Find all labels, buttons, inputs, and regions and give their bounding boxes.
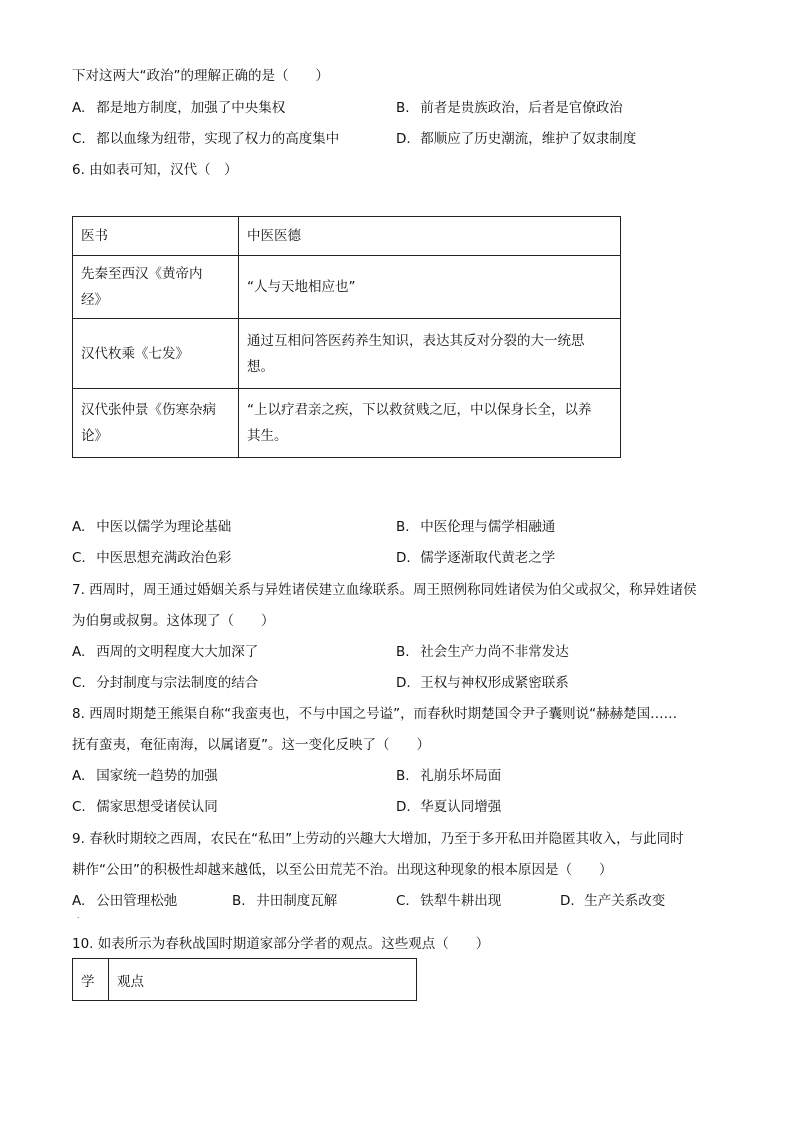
q5-option-c[interactable] [72, 129, 339, 149]
cell-line: “上以疗君亲之疾，下以救贫贱之厄，中以保身长全，以养 [247, 402, 592, 418]
q5-stem: 下对这两大“政治”的理解正确的是（ ） [72, 68, 329, 84]
cell-line: 经》 [81, 292, 108, 308]
table-row [73, 389, 621, 458]
table-header-row [73, 959, 417, 1001]
option-letter: C. [72, 799, 86, 815]
option-text: 都顺应了历史潮流，维护了奴隶制度 [420, 131, 637, 147]
table-header-cell: 学 [73, 959, 109, 1001]
option-letter: A. [72, 519, 86, 535]
option-text: 前者是贵族政治，后者是官僚政治 [420, 100, 623, 116]
option-text: 中医思想充满政治色彩 [96, 550, 232, 566]
cell-line: 汉代枚乘《七发》 [81, 345, 189, 362]
cell-line: 先秦至西汉《黄帝内 [81, 266, 203, 282]
table-header-cell: 医书 [73, 217, 239, 256]
option-text: 儒学逐渐取代黄老之学 [420, 550, 556, 566]
option-letter: A. [72, 893, 86, 909]
option-letter: B. [396, 100, 410, 116]
q6-table [72, 216, 621, 458]
q6-option-a[interactable] [72, 517, 231, 537]
q7-option-d[interactable] [396, 673, 569, 693]
option-text: 公田管理松弛 [96, 893, 178, 909]
table-header-cell: 观点 [109, 959, 417, 1001]
table-cell-text [239, 389, 621, 458]
option-letter: B. [396, 644, 410, 660]
option-text: 西周的文明程度大大加深了 [96, 644, 259, 660]
q9-option-d[interactable] [560, 891, 665, 911]
option-letter: B. [396, 768, 410, 784]
option-letter: D. [560, 893, 575, 909]
cell-line: 汉代张仲景《伤寒杂病 [81, 402, 216, 418]
option-text: 王权与神权形成紧密联系 [420, 675, 569, 691]
stray-dot-mark: . [77, 911, 80, 920]
option-text: 生产关系改变 [584, 893, 666, 909]
q8-stem-line-1: 8. 西周时期楚王熊渠自称“我蛮夷也，不与中国之号谥”，而春秋时期楚国令尹子囊则说“赫赫楚国…… [72, 706, 678, 722]
q8-option-c[interactable] [72, 797, 218, 817]
q5-option-d[interactable] [396, 129, 636, 149]
q8-option-a[interactable] [72, 766, 218, 786]
table-row [73, 256, 621, 319]
table-cell-text [239, 256, 621, 319]
q9-option-b[interactable] [232, 891, 337, 911]
option-letter: C. [72, 675, 86, 691]
q6-stem: 6. 由如表可知，汉代（ ） [72, 162, 238, 178]
option-letter: C. [396, 893, 410, 909]
cell-line: 其生。 [247, 428, 288, 444]
option-text: 铁犁牛耕出现 [420, 893, 502, 909]
q8-option-d[interactable] [396, 797, 501, 817]
q6-option-b[interactable] [396, 517, 555, 537]
q7-stem-line-2: 为伯舅或叔舅。这体现了（ ） [72, 613, 275, 629]
option-letter: D. [396, 675, 411, 691]
cell-line: 想。 [247, 358, 274, 375]
q9-stem-line-1: 9. 春秋时期较之西周，农民在“私田”上劳动的兴趣大大增加，乃至于多开私田并隐匿其收入，与此同时 [72, 831, 684, 847]
table-header-cell: 中医医德 [239, 217, 621, 256]
table-cell-text [239, 319, 621, 389]
q6-option-c[interactable] [72, 548, 231, 568]
q9-option-c[interactable] [396, 891, 501, 911]
option-text: 礼崩乐坏局面 [420, 768, 502, 784]
option-text: 社会生产力尚不非常发达 [420, 644, 569, 660]
option-letter: A. [72, 644, 86, 660]
q8-option-b[interactable] [396, 766, 501, 786]
cell-line: “人与天地相应也” [247, 279, 356, 295]
q5-option-a[interactable] [72, 98, 285, 118]
option-letter: A. [72, 100, 86, 116]
q6-option-d[interactable] [396, 548, 555, 568]
option-letter: C. [72, 550, 86, 566]
q7-stem-line-1: 7. 西周时，周王通过婚姻关系与异姓诸侯建立血缘联系。周王照例称同姓诸侯为伯父或叔父，称异姓诸侯 [72, 582, 697, 598]
q9-stem-line-2: 耕作“公田”的积极性却越来越低，以至公田荒芜不治。出现这种现象的根本原因是（ ） [72, 862, 613, 878]
table-cell-book [73, 256, 239, 319]
q10-table [72, 958, 417, 1001]
option-letter: A. [72, 768, 86, 784]
table-cell-book [73, 319, 239, 389]
table-cell-book [73, 389, 239, 458]
table-header-row [73, 217, 621, 256]
option-letter: B. [396, 519, 410, 535]
q7-option-b[interactable] [396, 642, 569, 662]
q7-option-c[interactable] [72, 673, 258, 693]
q9-option-a[interactable] [72, 891, 177, 911]
option-text: 华夏认同增强 [420, 799, 502, 815]
option-text: 井田制度瓦解 [256, 893, 338, 909]
q7-option-a[interactable] [72, 642, 258, 662]
option-letter: B. [232, 893, 246, 909]
q5-option-b[interactable] [396, 98, 623, 118]
option-letter: C. [72, 131, 86, 147]
q8-stem-line-2: 抚有蛮夷，奄征南海，以属诸夏”。这一变化反映了（ ） [72, 737, 430, 753]
option-letter: D. [396, 131, 411, 147]
option-text: 中医以儒学为理论基础 [96, 519, 232, 535]
cell-line: 论》 [81, 428, 108, 444]
table-row [73, 319, 621, 389]
option-text: 分封制度与宗法制度的结合 [96, 675, 259, 691]
q10-stem: 10. 如表所示为春秋战国时期道家部分学者的观点。这些观点（ ） [72, 936, 490, 952]
option-text: 中医伦理与儒学相融通 [420, 519, 556, 535]
option-text: 都是地方制度，加强了中央集权 [96, 100, 286, 116]
cell-line: 通过互相问答医药养生知识，表达其反对分裂的大一统思 [247, 332, 585, 349]
option-letter: D. [396, 799, 411, 815]
option-text: 国家统一趋势的加强 [96, 768, 218, 784]
option-text: 儒家思想受诸侯认同 [96, 799, 218, 815]
option-text: 都以血缘为纽带，实现了权力的高度集中 [96, 131, 340, 147]
option-letter: D. [396, 550, 411, 566]
